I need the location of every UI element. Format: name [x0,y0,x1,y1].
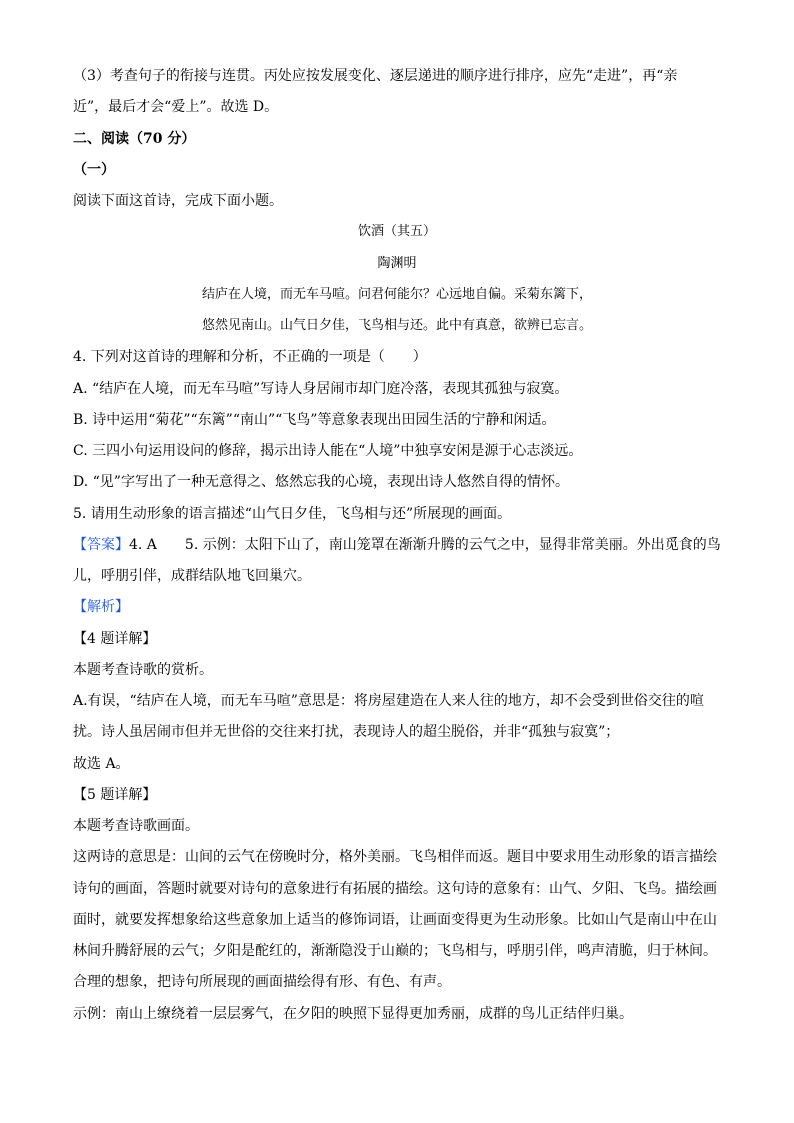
poem-title: 饮酒（其五） [357,224,436,239]
detail5-heading: 【5 题详解】 [73,787,157,803]
question5-stem: 5. 请用生动形象的语言描述“山气日夕佳，飞鸟相与还”所展现的画面。 [73,506,512,522]
answer-line-1 [73,535,733,555]
detail4-p2-line2: 扰。诗人虽居闹市但并无世俗的交往来打扰，表现诗人的超尘脱俗，并非“孤独与寂寞”； [73,724,620,740]
question4-stem: 4. 下列对这首诗的理解和分析，不正确的一项是（ ） [73,349,427,365]
instruction: 阅读下面这首诗，完成下面小题。 [73,193,283,209]
answer3-line1: （3）考查句子的衔接与连贯。丙处应按发展变化、逐层递进的顺序进行排序，应先“走进”，再“亲 [73,68,678,84]
detail5-p1: 本题考查诗歌画面。 [73,818,199,834]
detail5-p2-line3: 面时，就要发挥想象给这些意象加上适当的修饰词语，让画面变得更为生动形象。比如山气是南山中在山 [73,912,717,928]
sub-heading: （一） [73,162,115,178]
detail5-p2-line1: 这两诗的意思是：山间的云气在傍晚时分，格外美丽。飞鸟相伴而返。题目中要求用生动形象的语言描绘 [73,849,717,865]
answer-line-2: 儿，呼朋引伴，成群结队地飞回巢穴。 [73,568,311,584]
question4-option-c: C. 三四小句运用设问的修辞，揭示出诗人能在“人境”中独享安闲是源于心志淡远。 [73,443,583,459]
detail5-p2-line2: 诗句的画面，答题时就要对诗句的意象进行有拓展的描绘。这句诗的意象有：山气、夕阳、飞鸟。描绘画 [73,881,717,897]
detail4-heading: 【4 题详解】 [73,631,157,647]
detail4-p3: 故选 A。 [73,756,130,772]
poem-author: 陶渊明 [377,256,417,271]
question4-option-b: B. 诗中运用“菊花”“东篱”“南山”“飞鸟”等意象表现出田园生活的宁静和闲适。 [73,412,556,428]
detail5-p3: 示例：南山上缭绕着一层层雾气，在夕阳的映照下显得更加秀丽，成群的鸟儿正结伴归巢。 [73,1006,633,1022]
answer-text-1: 4. A 5. 示例：太阳下山了，南山笼罩在渐渐升腾的云气之中，显得非常美丽。外出觅食的鸟 [129,537,721,553]
detail4-p2-line1: A.有误，“结庐在人境，而无车马喧”意思是：将房屋建造在人来人往的地方，却不会受到世俗交往的喧 [73,693,704,709]
detail4-p1: 本题考查诗歌的赏析。 [73,662,213,678]
question4-option-a: A. “结庐在人境，而无车马喧”写诗人身居闹市却门庭冷落，表现其孤独与寂寞。 [73,381,569,397]
detail5-p2-line5: 合理的想象，把诗句所展现的画面描绘得有形、有色、有声。 [73,974,451,990]
poem-line-2: 悠然见南山。山气日夕佳，飞鸟相与还。此中有真意，欲辨已忘言。 [201,318,592,333]
poem-line-1: 结庐在人境，而无车马喧。问君何能尔？心远地自偏。采菊东篱下， [201,287,592,302]
analysis-label: 【解析】 [73,599,129,615]
section-heading: 二、阅读（70 分） [73,131,196,147]
question4-option-d: D. “见”字写出了一种无意得之、悠然忘我的心境，表现出诗人悠然自得的情怀。 [73,474,569,490]
answer-label: 【答案】 [73,537,129,553]
detail5-p2-line4: 林间升腾舒展的云气；夕阳是酡红的，渐渐隐没于山巅的；飞鸟相与，呼朋引伴，鸣声清脆，归于林间。 [73,943,717,959]
answer3-line2: 近”，最后才会“爱上”。故选 D。 [73,99,279,115]
